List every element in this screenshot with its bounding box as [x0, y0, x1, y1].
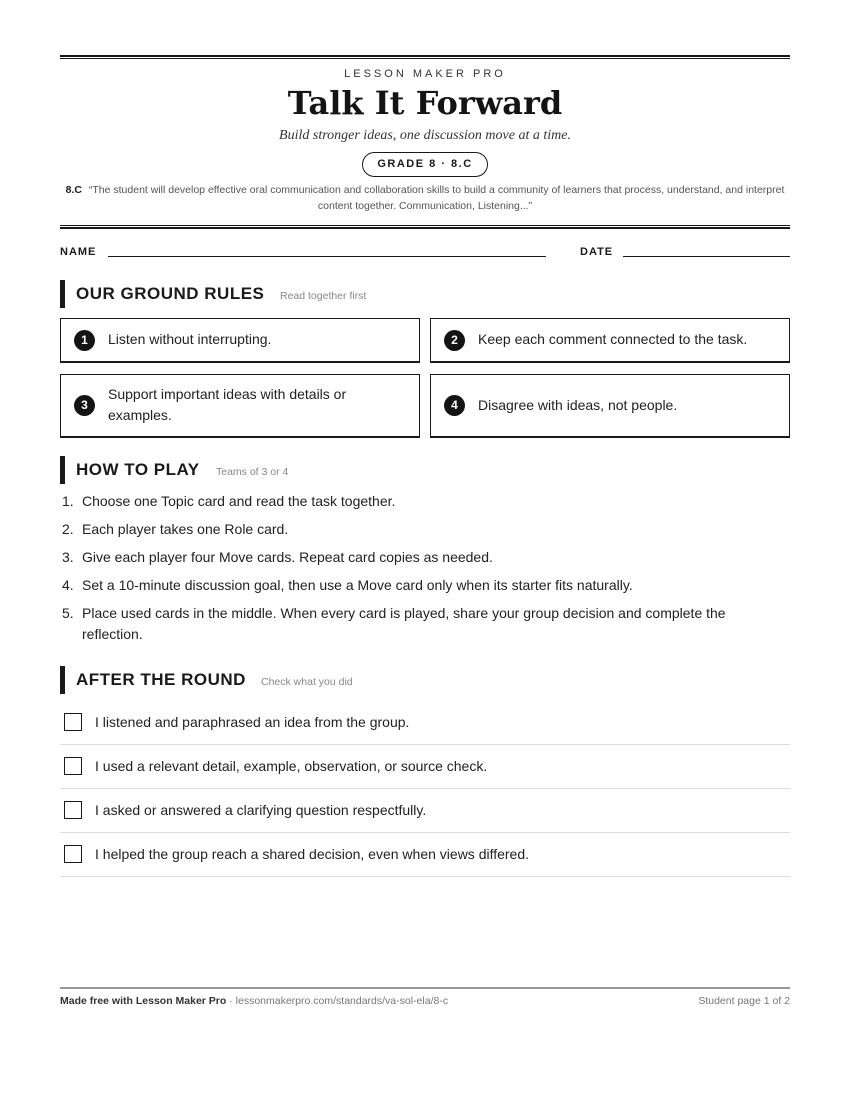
rule-number-badge: 2 — [444, 330, 465, 351]
rule-number-badge: 4 — [444, 395, 465, 416]
reflection-checklist-item[interactable] — [60, 745, 790, 789]
page-indicator: Student page 1 of 2 — [698, 995, 790, 1007]
footer-url-link[interactable]: lessonmakerpro.com/standards/va-sol-ela/8-c — [235, 995, 449, 1007]
instruction-step — [60, 575, 790, 596]
checkbox[interactable] — [64, 845, 82, 863]
section-title: OUR GROUND RULES — [76, 284, 265, 303]
ground-rule-card — [60, 374, 420, 438]
step-text: Each player takes one Role card. — [82, 521, 289, 537]
ground-rule-card — [430, 374, 790, 438]
rule-text: Support important ideas with details or examples. — [108, 386, 347, 423]
instruction-step — [60, 491, 790, 512]
section-marker-bar — [60, 666, 65, 694]
checklist-text: I helped the group reach a shared decision, even when views differed. — [95, 846, 530, 862]
step-text: Choose one Topic card and read the task together. — [82, 493, 396, 509]
checklist-text: I used a relevant detail, example, observation, or source check. — [95, 758, 488, 774]
name-label: NAME — [60, 246, 97, 258]
rule-text: Disagree with ideas, not people. — [478, 397, 678, 413]
footer-separator: · — [226, 995, 236, 1007]
name-field-line[interactable] — [108, 256, 546, 257]
rule-text: Listen without interrupting. — [108, 331, 272, 347]
rule-text: Keep each comment connected to the task. — [478, 331, 748, 347]
section-note: Read together first — [280, 290, 367, 302]
checkbox[interactable] — [64, 757, 82, 775]
step-text: Set a 10-minute discussion goal, then use a Move card only when its starter fits naturally. — [82, 577, 633, 593]
checkbox[interactable] — [64, 801, 82, 819]
rule-number-badge: 1 — [74, 330, 95, 351]
ground-rule-card — [60, 318, 420, 363]
header-top-rule — [60, 55, 790, 59]
date-field-line[interactable] — [623, 256, 790, 257]
instruction-step — [60, 603, 790, 645]
step-number: 4. — [62, 577, 74, 593]
checkbox[interactable] — [64, 713, 82, 731]
step-number: 1. — [62, 493, 74, 509]
instructions-list — [60, 491, 790, 652]
instruction-step — [60, 519, 790, 540]
section-marker-bar — [60, 456, 65, 484]
footer-credit — [60, 995, 448, 1007]
grade-badge: GRADE 8 · 8.C — [362, 152, 488, 177]
step-text: Place used cards in the middle. When every card is played, share your group decision and complete the reflection. — [82, 605, 726, 642]
header-bottom-rule — [60, 225, 790, 229]
section-marker-bar — [60, 280, 65, 308]
step-number: 2. — [62, 521, 74, 537]
reflection-checklist-item[interactable] — [60, 833, 790, 877]
standard-statement — [60, 182, 790, 214]
reflection-checklist-item[interactable] — [60, 789, 790, 833]
checklist-text: I listened and paraphrased an idea from the group. — [95, 714, 410, 730]
rule-number-badge: 3 — [74, 395, 95, 416]
section-title: AFTER THE ROUND — [76, 670, 246, 689]
publisher-eyebrow: LESSON MAKER PRO — [344, 68, 506, 80]
section-note: Teams of 3 or 4 — [216, 466, 289, 478]
instruction-step — [60, 547, 790, 568]
footer-brand: Made free with Lesson Maker Pro — [60, 995, 227, 1007]
worksheet-subtitle: Build stronger ideas, one discussion move at a time. — [279, 128, 571, 143]
checklist-text: I asked or answered a clarifying question respectfully. — [95, 802, 427, 818]
standard-code: 8.C — [65, 184, 82, 196]
date-label: DATE — [580, 246, 614, 258]
step-number: 5. — [62, 605, 74, 621]
section-title: HOW TO PLAY — [76, 460, 200, 479]
worksheet-title: Talk It Forward — [287, 84, 563, 122]
ground-rule-card — [430, 318, 790, 363]
step-text: Give each player four Move cards. Repeat card copies as needed. — [82, 549, 493, 565]
worksheet-page — [60, 0, 790, 1100]
reflection-checklist-item[interactable] — [60, 701, 790, 745]
standard-text: “The student will develop effective oral communication and collaboration skills to build a community of learners that process, understand, and interpret content together. Communication, Listening...” — [88, 184, 785, 212]
footer-rule — [60, 987, 790, 989]
step-number: 3. — [62, 549, 74, 565]
section-note: Check what you did — [261, 676, 353, 688]
